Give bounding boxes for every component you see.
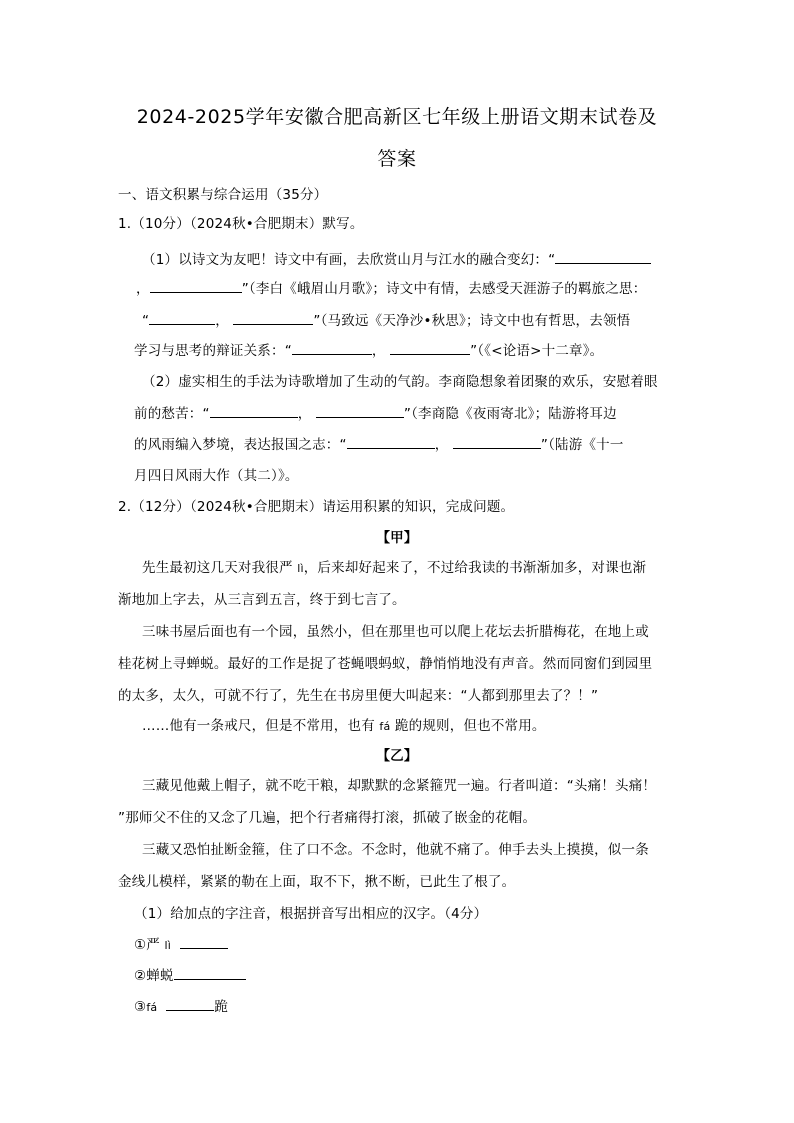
answer-blank[interactable] [390,341,470,355]
q1-p2-line1: （2）虚实相生的手法为诗歌增加了生动的气韵。李商隐想象着团聚的欢乐，安慰着眼 [142,374,658,390]
answer-blank[interactable] [316,404,404,418]
answer-blank[interactable] [150,279,242,293]
q2-sub1-item1 [134,935,228,956]
passage-yi-label: 【乙】 [376,748,418,764]
jia-p1-l1-b: ，后来却好起来了，不过给我读的书渐渐加多，对课也渐 [303,560,647,576]
item2-label: ②蝉蜕 [134,968,174,984]
q2-sub1-header: （1）给加点的字注音，根据拼音写出相应的汉字。（4分） [134,906,488,922]
q1-p2-l2-mid: ， [297,406,312,422]
q1-p1-l4-post: ”（《<论语>十二章》。 [470,343,604,359]
q1-p2-line2 [134,404,617,424]
passage-jia-label: 【甲】 [376,530,418,546]
q2-sub1-item3 [134,997,228,1018]
q1-p2-l3-mid: ， [434,437,449,453]
answer-blank[interactable] [180,935,228,949]
jia-p2-line2: 桂花树上寻蝉蜕。最好的工作是捉了苍蝇喂蚂蚁，静悄悄地没有声音。然而同窗们到园里 [118,656,653,672]
answer-blank[interactable] [292,341,372,355]
q1-p2-line3 [134,435,624,455]
jia-p2-line3: 的太多，太久，可就不行了，先生在书房里便大叫起来：“人都到那里去了？！” [118,688,599,704]
q1-p1-l4-pre: 学习与思考的辩证关系：“ [134,343,292,359]
q1-p1-line2 [136,279,646,299]
jia-p1-l1-a: 先生最初这几天对我很严 [142,560,293,576]
jia-p3-b: 跪的规则，但也不常用。 [394,718,546,734]
item1-label: ①严 [134,937,161,953]
answer-blank[interactable] [174,966,246,980]
item1-pinyin: lì [164,939,172,952]
q1-p1-l2-post: ”（李白《峨眉山月歌》；诗文中有情，去感受天涯游子的羁旅之思： [241,281,647,297]
yi-p1-line2: ”那师父不住的又念了几遍，把个行者痛得打滚，抓破了嵌金的花帽。 [118,810,537,826]
q1-p2-l2-pre: 前的愁苦：“ [134,406,210,422]
answer-blank[interactable] [149,311,215,325]
answer-blank[interactable] [555,250,651,264]
jia-p3-line1 [142,716,546,737]
yi-p1-line1: 三藏见他戴上帽子，就不吃干粮，却默默的念紧箍咒一遍。行者叫道：“头痛！头痛！ [142,778,657,794]
q1-p1-l1-text: （1）以诗文为友吧！诗文中有画，去欣赏山月与江水的融合变幻：“ [142,252,556,268]
q1-p1-l3-post: ”（马致远《天净沙•秋思》；诗文中也有哲思，去领悟 [313,313,631,329]
answer-blank[interactable] [210,404,298,418]
q1-p2-l3-pre: 的风雨编入梦境，表达报国之志：“ [134,437,347,453]
yi-p2-line2: 金线儿模样，紧紧的勒在上面，取不下，揪不断，已此生了根了。 [118,874,516,890]
jia-p1-line2: 渐地加上字去，从三言到五言，终于到七言了。 [118,592,406,608]
q2-header: 2.（12分）（2024秋•合肥期末）请运用积累的知识，完成问题。 [118,499,515,515]
jia-p3-a: ……他有一条戒尺，但是不常用，也有 [142,718,375,734]
q2-sub1-item2 [134,966,246,986]
q1-p2-line4: 月四日风雨大作（其二）》。 [134,468,299,484]
jia-p2-line1: 三味书屋后面也有一个园，虽然小，但在那里也可以爬上花坛去折腊梅花，在地上或 [142,624,649,640]
answer-blank[interactable] [453,435,541,449]
q1-p1-line3 [142,311,630,331]
q1-p1-line1 [142,250,651,270]
yi-p2-line1: 三藏又恐怕扯断金箍，住了口不念。不念时，他就不痛了。伸手去头上摸摸，似一条 [142,842,649,858]
document-title-line1: 2024-2025学年安徽合肥高新区七年级上册语文期末试卷及 [136,106,658,128]
item3-post: 跪 [214,999,229,1015]
q1-p1-l4-mid: ， [371,343,386,359]
answer-blank[interactable] [233,311,313,325]
q1-p2-l3-post: ”（陆游《十一 [540,437,624,453]
item3-pinyin: fá [146,1001,158,1014]
jia-p1-line1 [142,558,646,579]
document-title-line2: 答案 [377,148,417,170]
q1-p1-l3-mid: ， [215,313,229,329]
answer-blank[interactable] [166,997,214,1011]
q1-p1-line4 [134,341,603,361]
q1-p1-l2-pre: ， [136,281,150,297]
pinyin-fa: fá [379,720,391,733]
q1-p2-l2-post: ”（李商隐《夜雨寄北》；陆游将耳边 [403,406,617,422]
answer-blank[interactable] [347,435,435,449]
pinyin-li: lì [297,562,304,575]
item3-label: ③ [134,999,147,1015]
q1-p1-l3-pre: “ [142,313,150,329]
q1-header: 1.（10分）（2024秋•合肥期末）默写。 [118,216,364,232]
section1-heading: 一、语文积累与综合运用（35分） [118,187,328,203]
